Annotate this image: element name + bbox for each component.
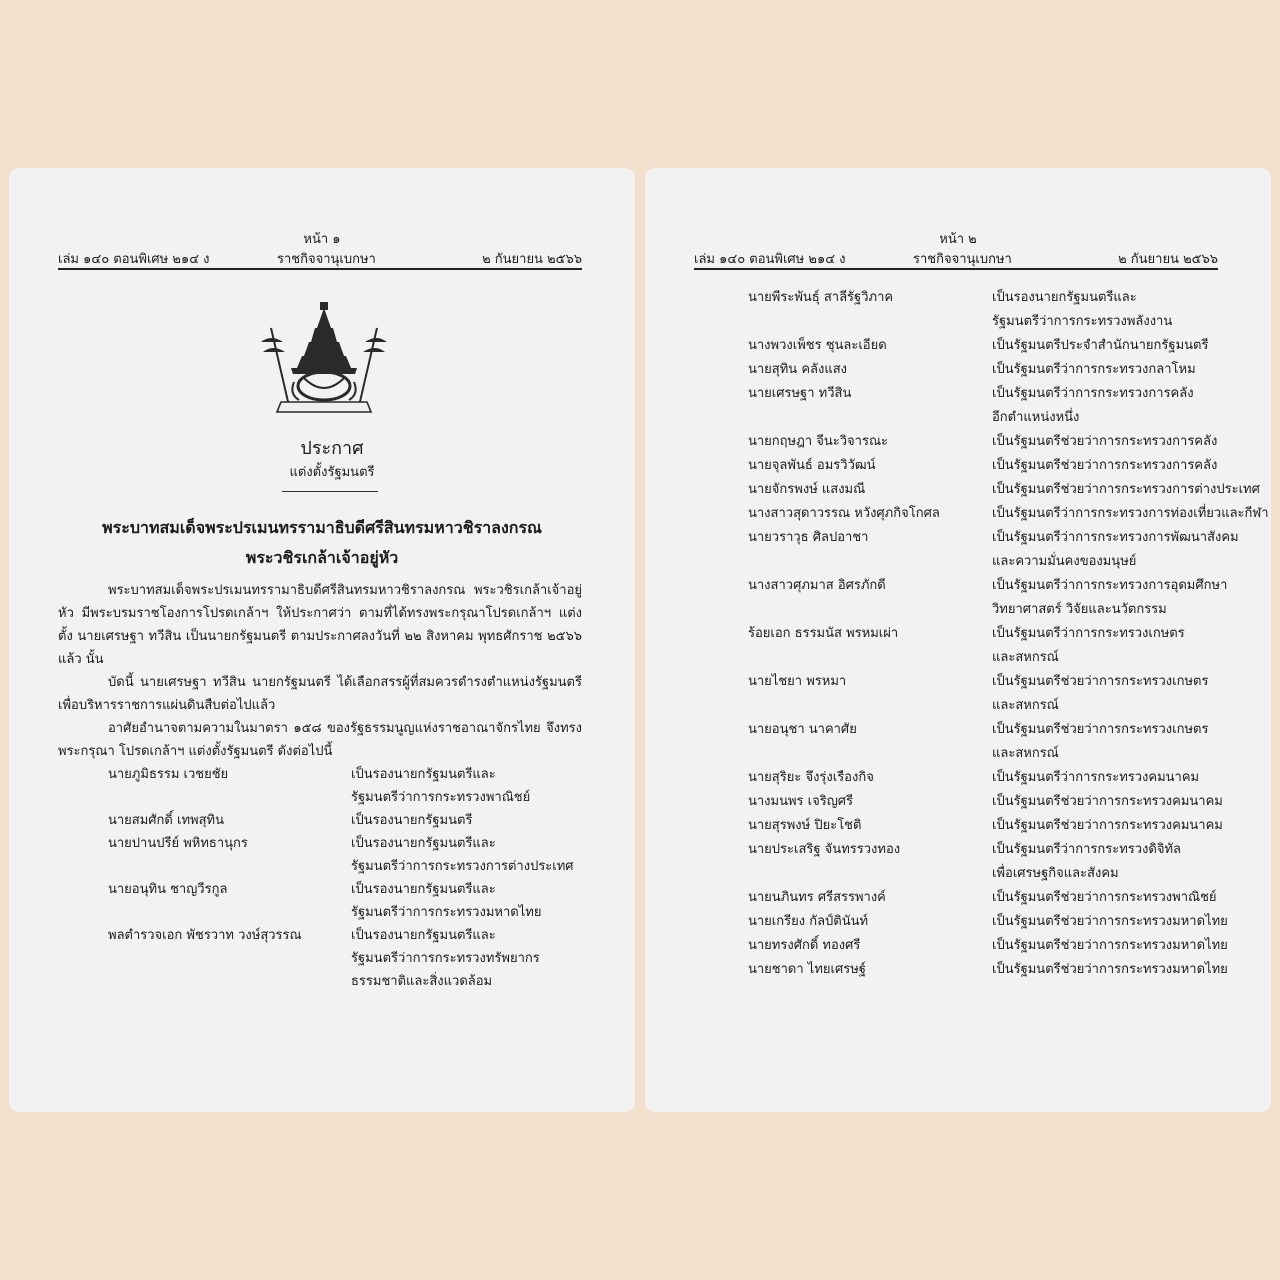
appointment-position: รัฐมนตรีว่าการกระทรวงมหาดไทย [351, 905, 542, 920]
appointee-name: นายเกรียง กัลป์ตินันท์ [748, 914, 869, 929]
appointment-position: เป็นรัฐมนตรีช่วยว่าการกระทรวงพาณิชย์ [992, 890, 1217, 905]
appointee-name: นายเศรษฐา ทวีสิน [748, 386, 852, 401]
appointment-position: เป็นรัฐมนตรีช่วยว่าการกระทรวงเกษตร [992, 674, 1209, 689]
appointment-position: ธรรมชาติและสิ่งแวดล้อม [351, 974, 493, 989]
page-number: หน้า ๒ [939, 232, 977, 247]
announcement-subtitle: แต่งตั้งรัฐมนตรี [289, 465, 375, 480]
appointee-name: นายปานปรีย์ พหิทธานุกร [108, 836, 248, 851]
appointment-position: เป็นรัฐมนตรีว่าการกระทรวงเกษตร [992, 626, 1185, 641]
gazette-page-1 [9, 168, 635, 1112]
appointment-position: เป็นรัฐมนตรีประจำสำนักนายกรัฐมนตรี [992, 338, 1209, 353]
appointee-name: พลตำรวจเอก พัชรวาท วงษ์สุวรรณ [108, 928, 302, 943]
issue-date: ๒ กันยายน ๒๕๖๖ [482, 252, 582, 267]
appointment-position: และสหกรณ์ [992, 698, 1059, 713]
appointment-position: เป็นรัฐมนตรีช่วยว่าการกระทรวงเกษตร [992, 722, 1209, 737]
appointment-position: เป็นรัฐมนตรีว่าการกระทรวงการคลัง [992, 386, 1194, 401]
appointment-position: เป็นรัฐมนตรีว่าการกระทรวงดิจิทัล [992, 842, 1182, 857]
appointment-position: เป็นรองนายกรัฐมนตรีและ [351, 836, 496, 851]
appointee-name: นางมนพร เจริญศรี [748, 794, 854, 809]
appointment-position: เป็นรัฐมนตรีว่าการกระทรวงกลาโหม [992, 362, 1196, 377]
appointment-position: เป็นรองนายกรัฐมนตรีและ [351, 767, 496, 782]
royal-emblem-icon [249, 298, 399, 418]
gazette-name: ราชกิจจานุเบกษา [913, 252, 1012, 267]
header-divider [694, 268, 1218, 270]
appointee-name: นายประเสริฐ จันทรรวงทอง [748, 842, 901, 857]
king-title-line-2: พระวชิรเกล้าเจ้าอยู่หัว [245, 548, 399, 567]
king-title-line-1: พระบาทสมเด็จพระปรเมนทรรามาธิบดีศรีสินทรมหาวชิราลงกรณ [102, 518, 542, 537]
appointment-position: เป็นรัฐมนตรีช่วยว่าการกระทรวงการคลัง [992, 458, 1218, 473]
appointment-position: เป็นรองนายกรัฐมนตรี [351, 813, 473, 828]
appointment-position: เป็นรัฐมนตรีช่วยว่าการกระทรวงการคลัง [992, 434, 1218, 449]
appointee-name: นายจุลพันธ์ อมรวิวัฒน์ [748, 458, 876, 473]
appointment-position: รัฐมนตรีว่าการกระทรวงพาณิชย์ [351, 790, 531, 805]
appointee-name: นายพีระพันธุ์ สาลีรัฐวิภาค [748, 290, 894, 305]
page-number: หน้า ๑ [303, 232, 341, 247]
volume-label: เล่ม ๑๔๐ ตอนพิเศษ ๒๑๔ ง [58, 252, 210, 267]
appointee-name: นายสมศักดิ์ เทพสุทิน [108, 813, 224, 828]
appointee-name: นายจักรพงษ์ แสงมณี [748, 482, 866, 497]
appointment-position: อีกตำแหน่งหนึ่ง [992, 410, 1080, 425]
appointment-position: เพื่อเศรษฐกิจและสังคม [992, 866, 1119, 881]
issue-date: ๒ กันยายน ๒๕๖๖ [1118, 252, 1218, 267]
appointment-position: เป็นรองนายกรัฐมนตรีและ [351, 928, 496, 943]
appointment-position: เป็นรัฐมนตรีช่วยว่าการกระทรวงมหาดไทย [992, 962, 1228, 977]
appointee-name: นายสุทิน คลังแสง [748, 362, 847, 377]
appointment-position: เป็นรัฐมนตรีว่าการกระทรวงการพัฒนาสังคม [992, 530, 1239, 545]
appointee-name: นายอนุทิน ชาญวีรกูล [108, 882, 228, 897]
appointment-position: รัฐมนตรีว่าการกระทรวงทรัพยากร [351, 951, 540, 966]
announcement-title: ประกาศ [300, 438, 364, 459]
appointment-position: เป็นรัฐมนตรีช่วยว่าการกระทรวงการต่างประเทศ [992, 482, 1260, 497]
appointment-position: เป็นรัฐมนตรีช่วยว่าการกระทรวงคมนาคม [992, 794, 1223, 809]
appointment-position: เป็นรัฐมนตรีว่าการกระทรวงคมนาคม [992, 770, 1200, 785]
appointee-name: นายกฤษฎา จีนะวิจารณะ [748, 434, 889, 449]
appointee-name: นายไชยา พรหมา [748, 674, 847, 689]
appointee-name: นายอนุชา นาคาศัย [748, 722, 857, 737]
appointment-position: และสหกรณ์ [992, 650, 1059, 665]
volume-label: เล่ม ๑๔๐ ตอนพิเศษ ๒๑๔ ง [694, 252, 846, 267]
appointment-position: เป็นรองนายกรัฐมนตรีและ [351, 882, 496, 897]
appointee-name: นางพวงเพ็ชร ชุนละเอียด [748, 338, 887, 353]
appointment-position: รัฐมนตรีว่าการกระทรวงการต่างประเทศ [351, 859, 574, 874]
appointment-position: รัฐมนตรีว่าการกระทรวงพลังงาน [992, 314, 1173, 329]
appointee-name: นางสาวศุภมาส อิศรภักดี [748, 578, 886, 593]
appointment-position: เป็นรัฐมนตรีว่าการกระทรวงการอุดมศึกษา [992, 578, 1228, 593]
appointment-position: เป็นรัฐมนตรีช่วยว่าการกระทรวงคมนาคม [992, 818, 1223, 833]
appointee-name: นายภูมิธรรม เวชยชัย [108, 767, 229, 782]
gazette-page-2 [645, 168, 1271, 1112]
appointment-position: เป็นรัฐมนตรีช่วยว่าการกระทรวงมหาดไทย [992, 938, 1228, 953]
page-header [58, 248, 582, 268]
appointee-name: นายสุริยะ จึงรุ่งเรืองกิจ [748, 770, 874, 785]
appointment-position: เป็นรองนายกรัฐมนตรีและ [992, 290, 1137, 305]
appointment-position: และความมั่นคงของมนุษย์ [992, 554, 1137, 569]
body-paragraph: อาศัยอำนาจตามความในมาตรา ๑๕๘ ของรัฐธรรมนูญแห่งราชอาณาจักรไทย จึงทรงพระกรุณา โปรดเกล้าฯ แต่งตั้งรัฐมนตรี ดังต่อไปนี้ [58, 721, 582, 759]
appointee-name: นางสาวสุดาวรรณ หวังศุภกิจโกศล [748, 506, 940, 521]
header-divider [58, 268, 582, 270]
appointee-name: นายชาดา ไทยเศรษฐ์ [748, 962, 866, 977]
appointment-position: และสหกรณ์ [992, 746, 1059, 761]
appointee-name: นายสุรพงษ์ ปิยะโชติ [748, 818, 862, 833]
body-paragraph: บัดนี้ นายเศรษฐา ทวีสิน นายกรัฐมนตรี ได้เลือกสรรผู้ที่สมควรดำรงตำแหน่งรัฐมนตรี เพื่อบริหารราชการแผ่นดินสืบต่อไปแล้ว [58, 675, 582, 713]
appointee-name: นายทรงศักดิ์ ทองศรี [748, 938, 861, 953]
appointee-name: นายนภินทร ศรีสรรพางค์ [748, 890, 886, 905]
appointment-position: เป็นรัฐมนตรีช่วยว่าการกระทรวงมหาดไทย [992, 914, 1228, 929]
gazette-name: ราชกิจจานุเบกษา [277, 252, 376, 267]
appointee-name: นายวราวุธ ศิลปอาชา [748, 530, 869, 545]
title-divider [282, 491, 378, 492]
appointment-position: เป็นรัฐมนตรีว่าการกระทรวงการท่องเที่ยวและกีฬา [992, 506, 1269, 521]
appointee-name: ร้อยเอก ธรรมนัส พรหมเผ่า [748, 626, 899, 641]
body-paragraph: พระบาทสมเด็จพระปรเมนทรรามาธิบดีศรีสินทรมหาวชิราลงกรณ พระวชิรเกล้าเจ้าอยู่หัว มีพระบรมราชโองการโปรดเกล้าฯ ให้ประกาศว่า ตามที่ได้ทรงพระกรุณาโปรดเกล้าฯ แต่งตั้ง นายเศรษฐา ทวีสิน เป็นนายกรัฐมนตรี ตามประกาศลงวันที่ ๒๒ สิงหาคม พุทธศักราช ๒๕๖๖ แล้ว นั้น [58, 583, 582, 667]
page-header [694, 248, 1218, 268]
appointment-position: วิทยาศาสตร์ วิจัยและนวัตกรรม [992, 602, 1167, 617]
